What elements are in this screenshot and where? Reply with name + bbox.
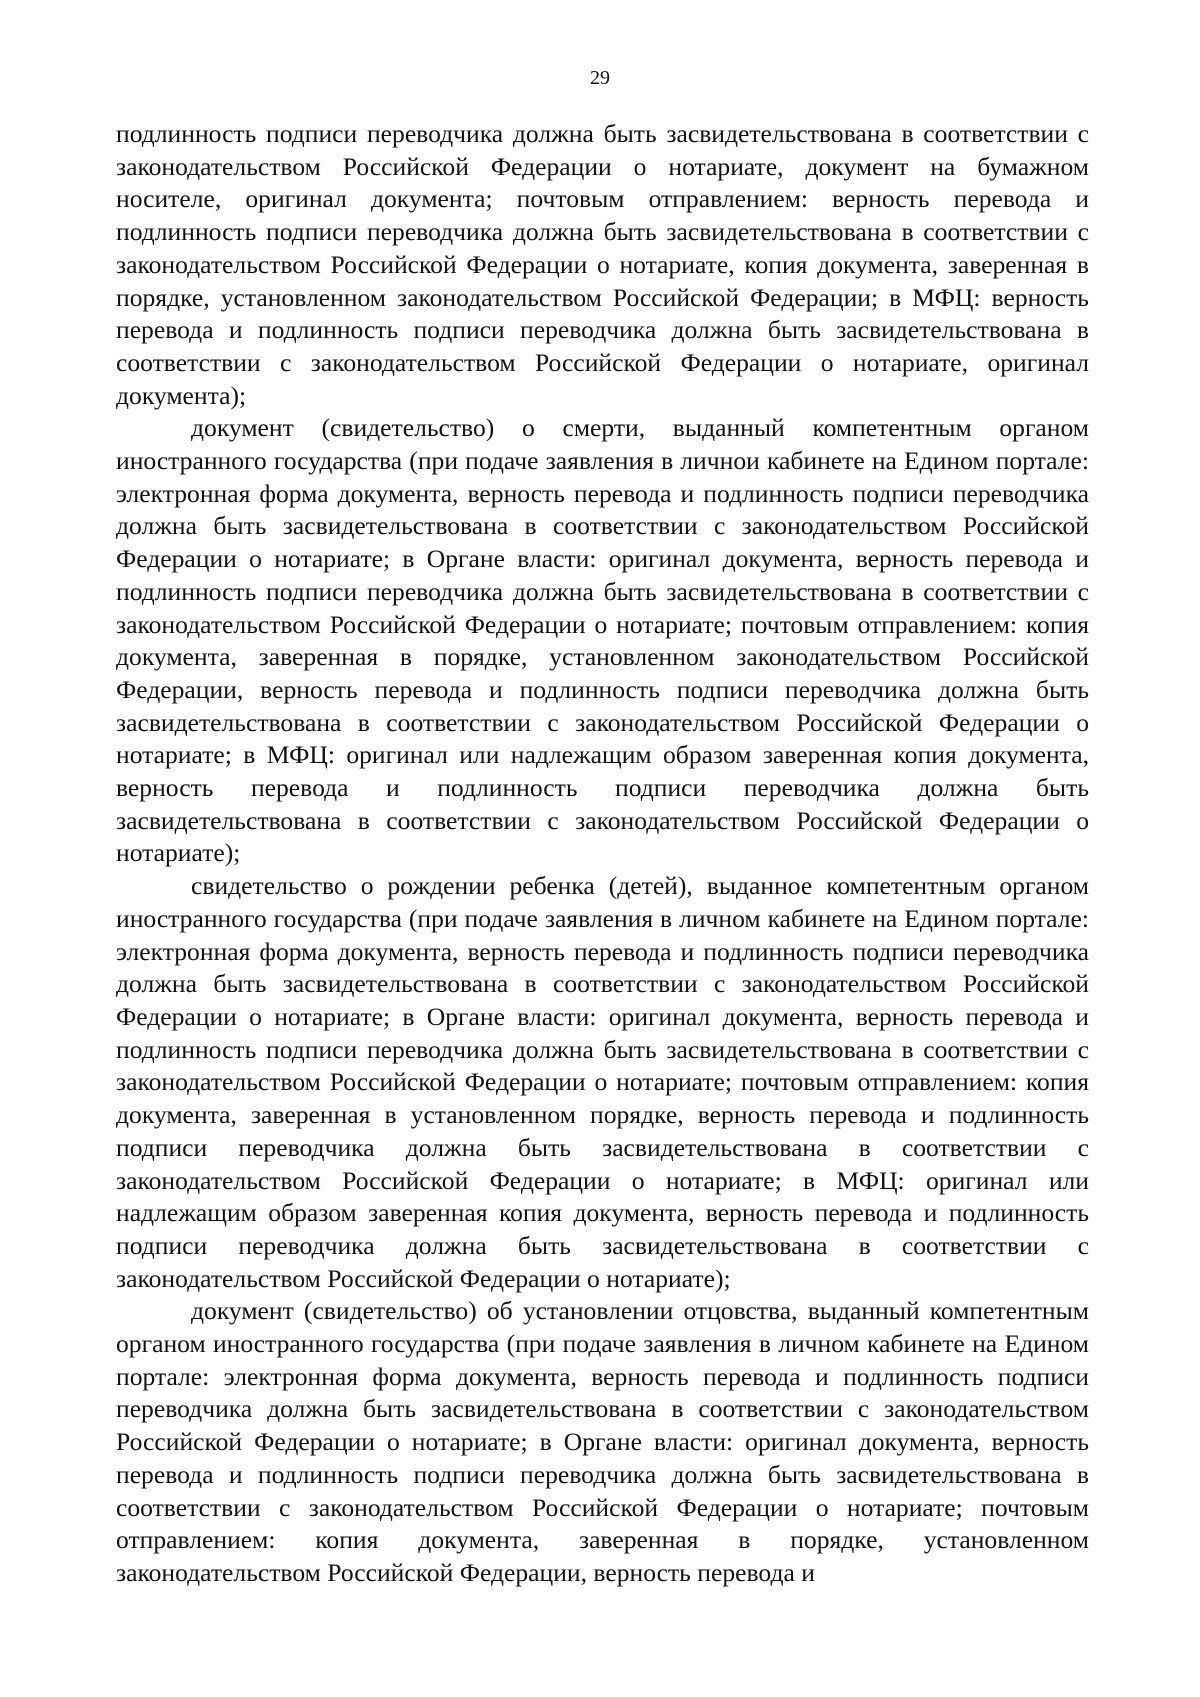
paragraph-4: документ (свидетельство) об установлении отцовства, выданный компетентным органом иностранного государства (при подаче заявления в личном кабинете на Едином портале: электронная форма документа, верность перевода и подлинность подписи переводчика должна быть засвидетельствована в соответствии с законодательством Российской Федерации о нотариате; в Органе власти: оригинал документа, верность перевода и подлинность подписи переводчика должна быть засвидетельствована в соответствии с законодательством Российской Федерации о нотариате; почтовым отправлением: копия документа, заверенная в порядке, установленном законодательством Российской Федерации, верность перевода и — [116, 1296, 1089, 1587]
document-body — [116, 118, 1089, 1590]
paragraph-1: подлинность подписи переводчика должна быть засвидетельствована в соответствии с законодательством Российской Федерации о нотариате, документ на бумажном носителе, оригинал документа; почтовым отправлением: верность перевода и подлинность подписи переводчика должна быть засвидетельствована в соответствии с законодательством Российской Федерации о нотариате, копия документа, заверенная в порядке, установленном законодательством Российской Федерации; в МФЦ: верность перевода и подлинность подписи переводчика должна быть засвидетельствована в соответствии с законодательством Российской Федерации о нотариате, оригинал документа); — [116, 119, 1089, 410]
paragraph-2: документ (свидетельство) о смерти, выданный компетентным органом иностранного государства (при подаче заявления в личнои кабинете на Едином портале: электронная форма документа, верность перевода и подлинность подписи переводчика должна быть засвидетельствована в соответствии с законодательством Российской Федерации о нотариате; в Органе власти: оригинал документа, верность перевода и подлинность подписи переводчика должна быть засвидетельствована в соответствии с законодательством Российской Федерации о нотариате; почтовым отправлением: копия документа, заверенная в порядке, установленном законодательством Российской Федерации, верность перевода и подлинность подписи переводчика должна быть засвидетельствована в соответствии с законодательством Российской Федерации о нотариате; в МФЦ: оригинал или надлежащим образом заверенная копия документа, верность перевода и подлинность подписи переводчика должна быть засвидетельствована в соответствии с законодательством Российской Федерации о нотариате); — [116, 413, 1089, 868]
page-number: 29 — [590, 67, 610, 89]
paragraph-3: свидетельство о рождении ребенка (детей), выданное компетентным органом иностранного государства (при подаче заявления в личном кабинете на Едином портале: электронная форма документа, верность перевода и подлинность подписи переводчика должна быть засвидетельствована в соответствии с законодательством Российской Федерации о нотариате; в Органе власти: оригинал документа, верность перевода и подлинность подписи переводчика должна быть засвидетельствована в соответствии с законодательством Российской Федерации о нотариате; почтовым отправлением: копия документа, заверенная в установленном порядке, верность перевода и подлинность подписи переводчика должна быть засвидетельствована в соответствии с законодательством Российской Федерации о нотариате; в МФЦ: оригинал или надлежащим образом заверенная копия документа, верность перевода и подлинность подписи переводчика должна быть засвидетельствована в соответствии с законодательством Российской Федерации о нотариате); — [116, 871, 1089, 1293]
